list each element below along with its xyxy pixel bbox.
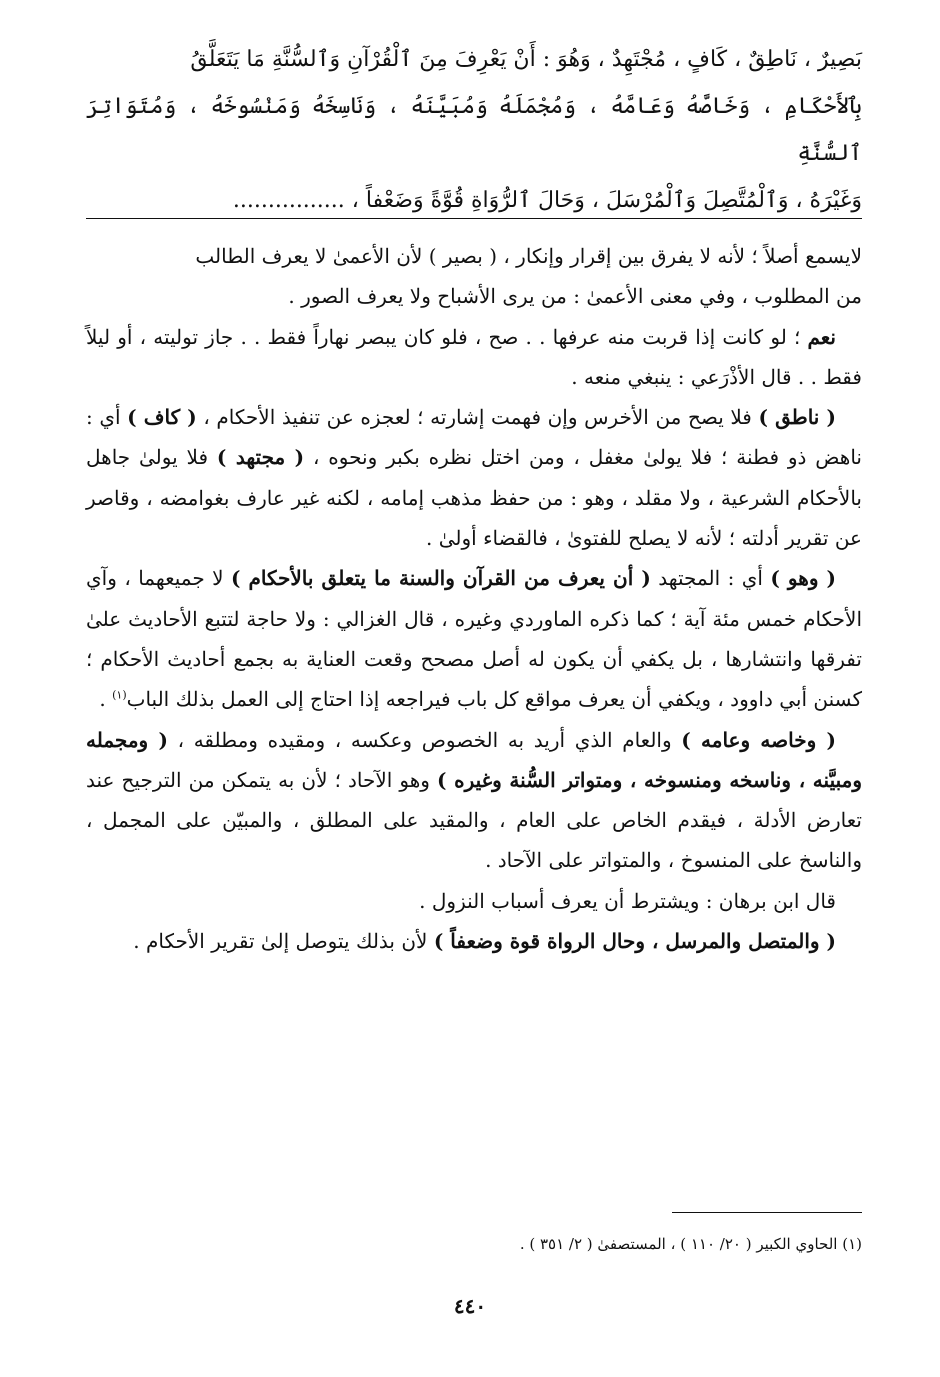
- bold-term: ( ومجمله ومبيَّنه ، وناسخه ومنسوخه ، ومتواتر السُّنة وغيره ): [86, 727, 863, 792]
- bold-term: ( كاف ): [127, 405, 197, 430]
- bold-term: ( أن يعرف من القرآن والسنة ما يتعلق بالأحكام ): [231, 566, 651, 591]
- footnote: (١) الحاوي الكبير ( ٢٠/ ١١٠ ) ، المستصفىٰ ( ٢/ ٣٥١ ) .: [519, 1235, 862, 1253]
- matn-line-text: وَغَيْرَهُ ، وَٱلْمُتَّصِلَ وَٱلْمُرْسَلَ ، وَحَالَ ٱلرُّوَاةِ قُوَّةً وَضَعْفاً ،: [351, 188, 862, 213]
- paragraph: [86, 236, 862, 317]
- text-run: من المطلوب ، وفي معنى الأعمىٰ : من يرى الأشباح ولا يعرف الصور .: [288, 284, 862, 309]
- text-run: أي : المجتهد: [650, 566, 771, 591]
- text-run: .: [99, 687, 113, 712]
- text-run: لأن بذلك يتوصل إلىٰ تقرير الأحكام .: [133, 929, 434, 954]
- paragraph: [86, 720, 862, 881]
- text-run: ؛ لو كانت إذا قربت منه عرفها . . صح ، فلو كان يبصر نهاراً فقط . . جاز توليته ، أو ليلاً فقط . . قال الأذْرَعي : ينبغي منعه .: [86, 324, 862, 389]
- matn-line: [86, 177, 862, 224]
- matn-line: بَصِيرٌ ، نَاطِقٌ ، كَافٍ ، مُجْتَهِدٌ ، وَهُوَ : أَنْ يَعْرِفَ مِنَ ٱلْقُرْآنِ وَٱلسُّنَّةِ مَا يَتَعَلَّقُ: [190, 47, 862, 72]
- text-run: فلا يولىٰ جاهل بالأحكام الشرعية ، ولا مقلد ، وهو : من حفظ مذهب إمامه ، لكنه غير عارف بغوامضه ، وقاصر عن تقرير أدلته ؛ لأنه لا يصلح للفتوىٰ ، فالقضاء أولىٰ .: [86, 445, 862, 551]
- bold-term: ( والمتصل والمرسل ، وحال الرواة قوة وضعفاً ): [433, 929, 836, 954]
- text-run: لايسمع أصلاً ؛ لأنه لا يفرق بين إقرار وإنكار ، ( بصير ) لأن الأعمىٰ لا يعرف الطالب: [195, 244, 862, 268]
- paragraph: [86, 317, 862, 398]
- bold-term: ( مجتهد ): [216, 445, 305, 470]
- separator-line: [86, 218, 862, 219]
- bold-term: ( ناطق ): [758, 405, 837, 430]
- paragraph: [86, 397, 862, 558]
- footnote-separator: [672, 1212, 862, 1213]
- matn-text: [86, 36, 862, 224]
- text-run: لا جميعهما ، وآي الأحكام خمس مئة آية ؛ كما ذكره الماوردي وغيره ، قال الغزالي : ولا حاجة لتتبع الأحاديث علىٰ تفرقها وانتشارها ، بل يكفي أن يكون له أصل مصحح وقعت العناية به بجمع أحاديث الأحكام ؛ كسنن أبي داوود ، ويكفي أن يعرف مواقع كل باب فيراجعه إذا احتاج إلى العمل بذلك الباب: [86, 566, 862, 712]
- page-number: ٤٤٠: [453, 1294, 487, 1318]
- trailing-dots: ................: [232, 188, 345, 213]
- text-run: أي : ناهض ذو فطنة ؛ فلا يولىٰ مغفل ، ومن اختل نظره بكبر ونحوه ،: [86, 405, 862, 470]
- text-run: والعام الذي أريد به الخصوص وعكسه ، ومقيده ومطلقه ،: [167, 727, 682, 752]
- paragraph: [86, 921, 862, 961]
- footnote-ref[interactable]: (١): [112, 688, 127, 702]
- paragraph: قال ابن برهان : ويشترط أن يعرف أسباب النزول .: [419, 888, 836, 913]
- bold-term: ( وهو ): [770, 566, 836, 591]
- matn-line: بِٱلأَحْكَامِ ، وَخَاصَّهُ وَعَامَّهُ ، وَمُجْمَلَهُ وَمُبَيَّنَهُ ، وَنَاسِخَهُ وَمَنْسُوخَهُ ، وَمُتَوَاتِرَ ٱلسُّنَّةِ: [86, 94, 862, 166]
- paragraph: [86, 558, 862, 719]
- bold-term: نعم: [807, 324, 836, 349]
- bold-term: ( وخاصه وعامه ): [681, 727, 836, 752]
- text-run: وهو الآحاد ؛ لأن به يتمكن من الترجيح عند تعارض الأدلة ، فيقدم الخاص على العام ، والمقيد على المطلق ، والمبيّن على المجمل ، والناسخ على المنسوخ ، والمتواتر على الآحاد .: [86, 767, 862, 873]
- sharh-text: [86, 236, 862, 961]
- text-run: فلا يصح من الأخرس وإن فهمت إشارته ؛ لعجزه عن تنفيذ الأحكام ،: [203, 405, 759, 430]
